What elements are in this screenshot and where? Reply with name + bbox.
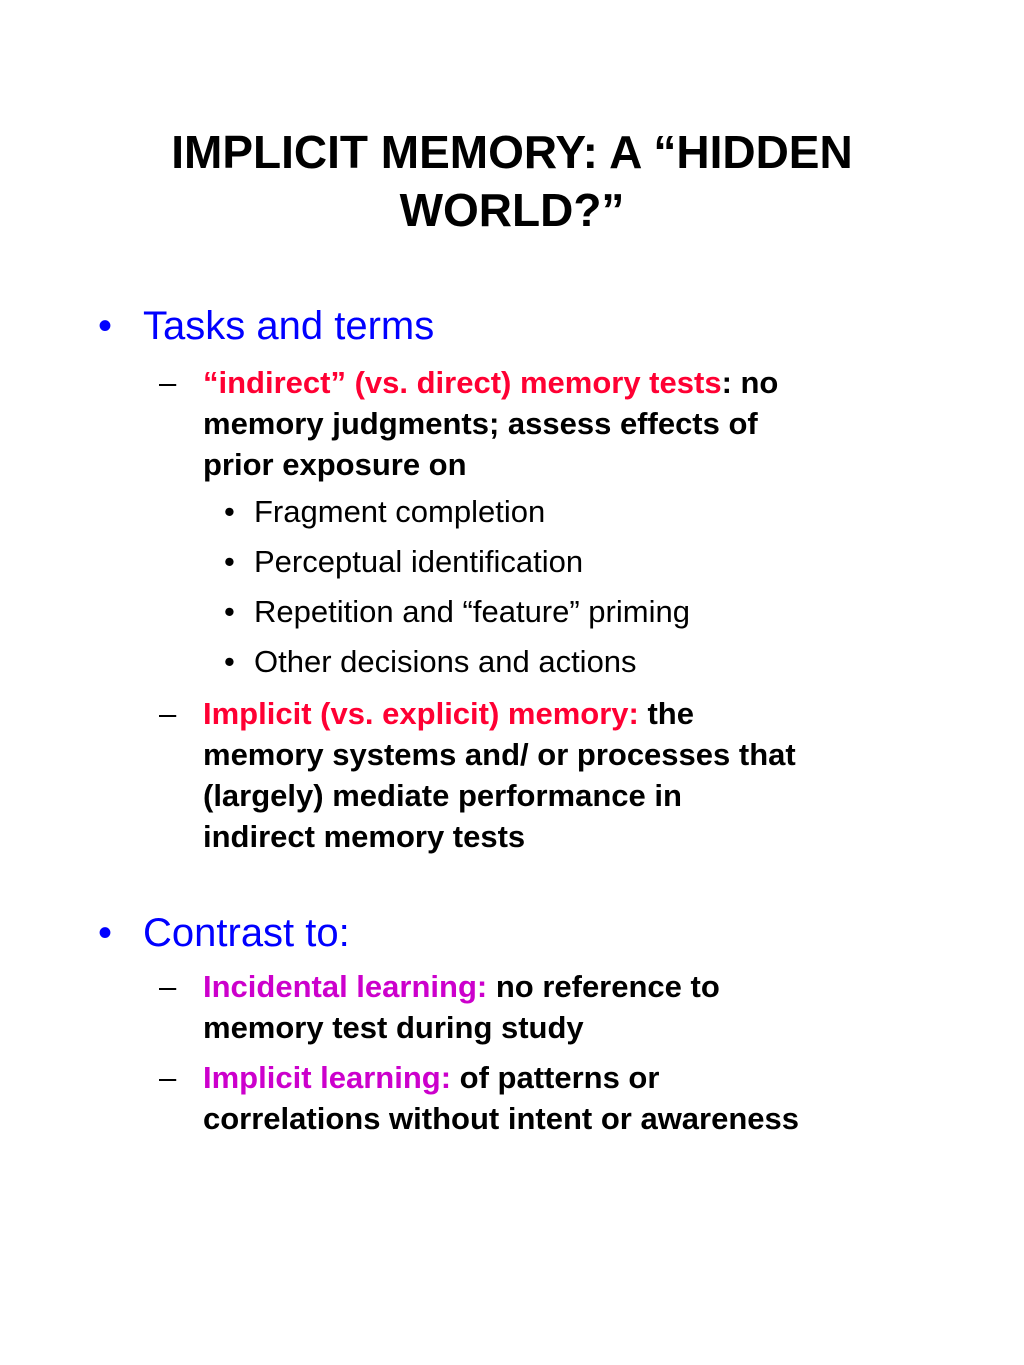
subitem-dot: • (224, 494, 235, 529)
subitem-label: Repetition and “feature” priming (254, 594, 690, 629)
item-line-3: prior exposure on (203, 447, 467, 482)
slide-title-line-2: WORLD?” (399, 184, 625, 236)
item-text (203, 966, 963, 1048)
dash-marker: – (159, 696, 177, 731)
item-text (203, 1057, 963, 1139)
item-line-2: memory systems and/ or processes that (203, 737, 796, 772)
dash-marker: – (159, 365, 177, 400)
item-text (203, 693, 963, 857)
item-line-1 (203, 362, 963, 403)
subitem-label: Perceptual identification (254, 544, 584, 579)
subitem-label: Other decisions and actions (254, 644, 637, 679)
item-line-1 (203, 1057, 963, 1098)
item-text (203, 362, 963, 485)
bullet-dot: • (98, 911, 113, 955)
subitem-dot: • (224, 594, 235, 629)
dash-marker: – (159, 969, 177, 1004)
item-line-1-rest: the (638, 696, 694, 731)
subitem-dot: • (224, 644, 235, 679)
item-line-1 (203, 966, 963, 1007)
slide-title-line-1: IMPLICIT MEMORY: A “HIDDEN (171, 126, 853, 178)
item-line-1-rest: of patterns or (451, 1060, 660, 1095)
item-line-1 (203, 693, 963, 734)
item-line-2: correlations without intent or awareness (203, 1101, 800, 1136)
term-implicit-learning: Implicit learning: (203, 1060, 452, 1095)
dash-marker: – (159, 1060, 177, 1095)
bullet-dot: • (98, 304, 113, 348)
heading-contrast-to: Contrast to: (143, 911, 350, 955)
item-line-1-rest: no reference to (487, 969, 720, 1004)
subitem-label: Fragment completion (254, 494, 546, 529)
item-line-2: memory judgments; assess effects of (203, 406, 758, 441)
term-indirect-memory-tests: “indirect” (vs. direct) memory tests (203, 365, 722, 400)
item-line-4: indirect memory tests (203, 819, 526, 854)
item-line-2: memory test during study (203, 1010, 584, 1045)
slide-title (0, 123, 1024, 239)
item-line-1-rest: : no (721, 365, 779, 400)
subitem-dot: • (224, 544, 235, 579)
heading-tasks-and-terms: Tasks and terms (143, 304, 435, 348)
term-implicit-memory: Implicit (vs. explicit) memory: (203, 696, 639, 731)
term-incidental-learning: Incidental learning: (203, 969, 488, 1004)
item-line-3: (largely) mediate performance in (203, 778, 682, 813)
